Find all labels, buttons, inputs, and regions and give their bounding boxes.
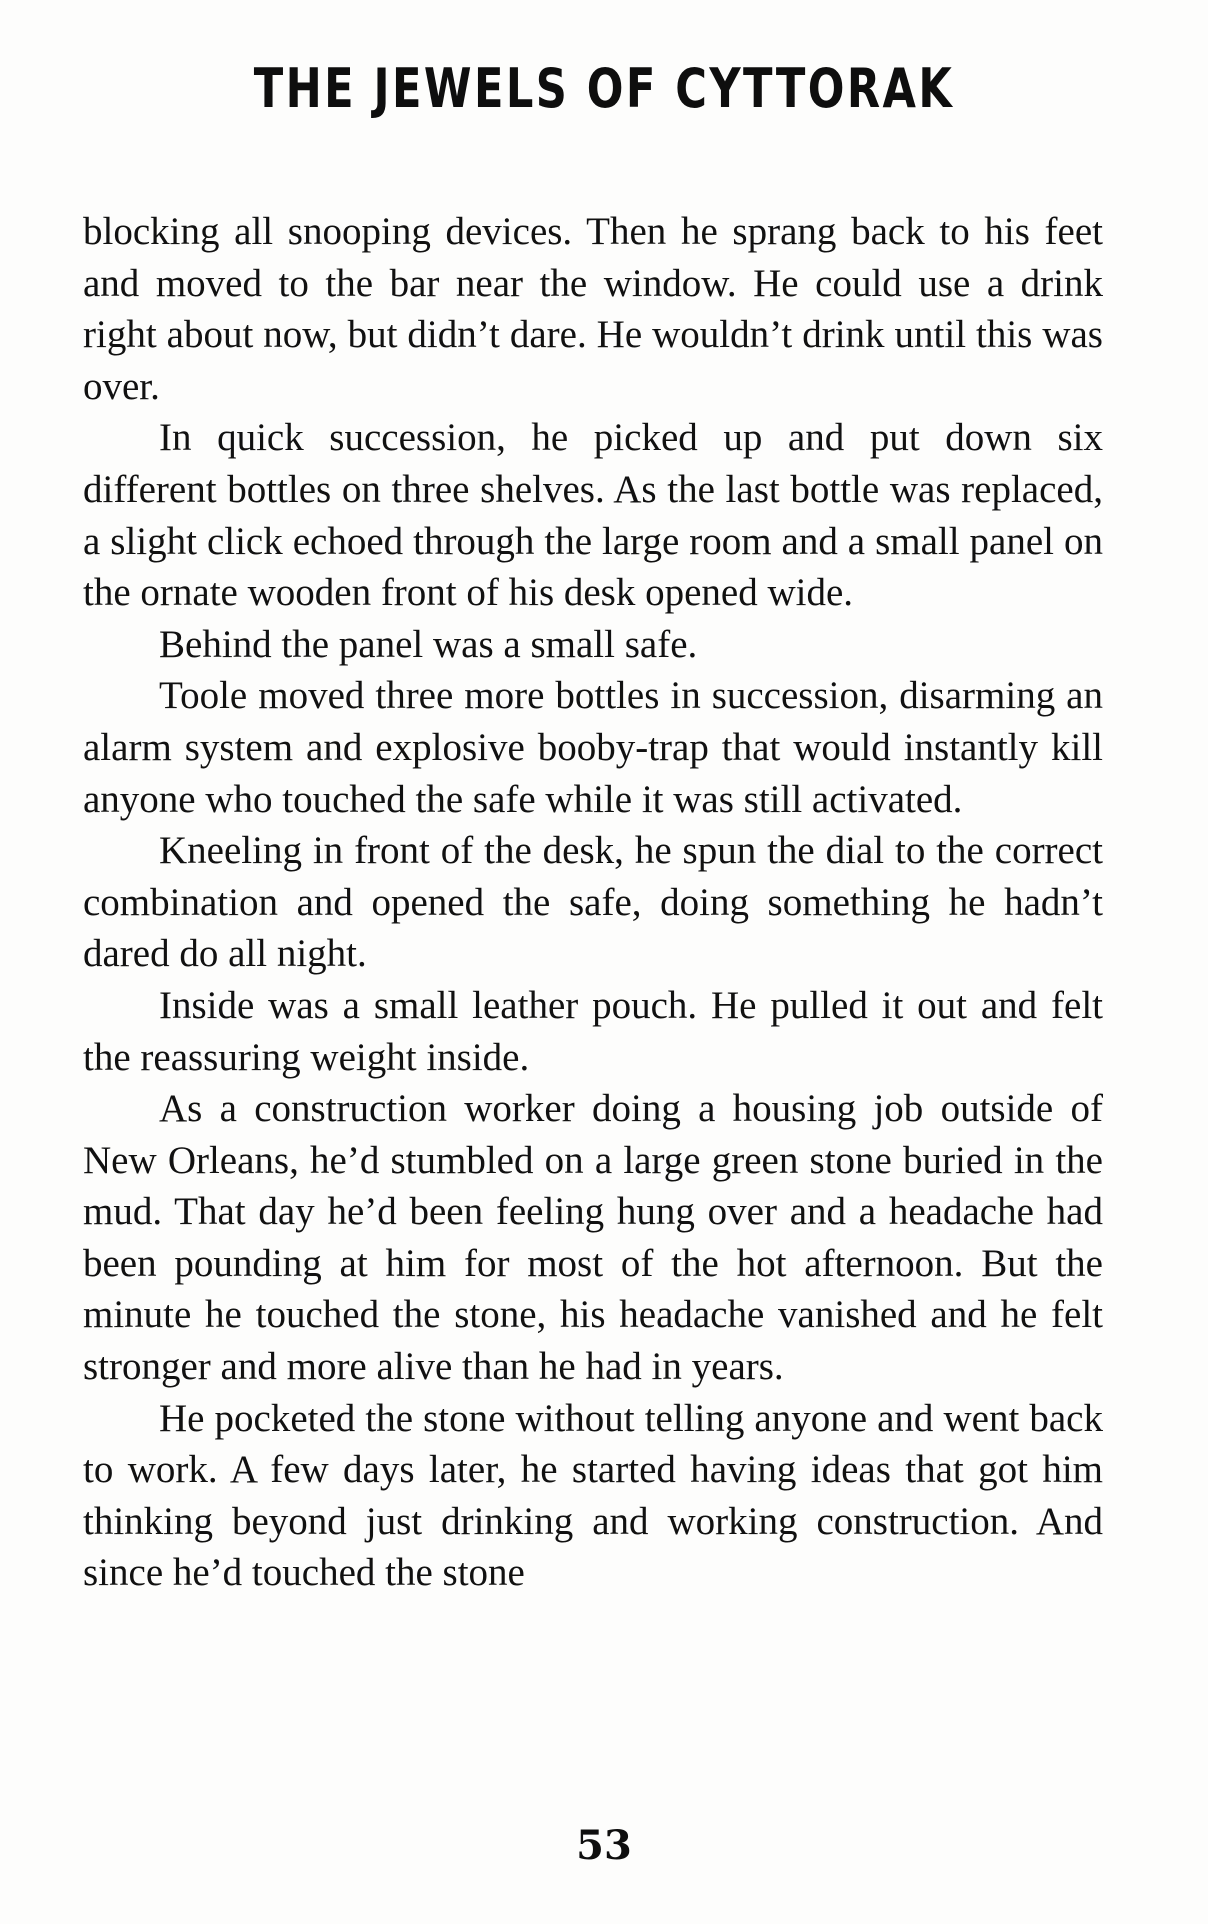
body-text (83, 206, 1103, 1599)
running-head: THE JEWELS OF CYTTORAK (253, 57, 955, 120)
paragraph: Inside was a small leather pouch. He pulled it out and felt the reassuring weight inside. (83, 983, 1103, 1079)
paragraph: blocking all snooping devices. Then he sprang back to his feet and moved to the bar near the window. He could use a drink right about now, but didn’t dare. He wouldn’t drink until this was over. (83, 210, 1103, 408)
paragraph: He pocketed the stone without telling anyone and went back to work. A few days later, he started having ideas that got him thinking beyond just drinking and working construction. And since he’d touched the stone (83, 1396, 1103, 1595)
paragraph: In quick succession, he picked up and put down six different bottles on three shelves. As the last bottle was replaced, a slight click echoed through the large room and a small panel on the ornate wooden front of his desk opened wide. (83, 416, 1103, 615)
paragraph: Toole moved three more bottles in succession, disarming an alarm system and explosive booby-trap that would instantly kill anyone who touched the safe while it was still activated. (83, 674, 1103, 821)
paragraph: Kneeling in front of the desk, he spun the dial to the correct combination and opened the safe, doing something he hadn’t dared do all night. (83, 829, 1103, 976)
paragraph: As a construction worker doing a housing job outside of New Orleans, he’d stumbled on a large green stone buried in the mud. That day he’d been feeling hung over and a headache had been pounding at him for most of the hot afternoon. But the minute he touched the stone, his headache vanished and he felt stronger and more alive than he had in years. (83, 1087, 1103, 1389)
paragraph: Behind the panel was a small safe. (159, 622, 698, 666)
page-number: 53 (576, 1822, 632, 1869)
